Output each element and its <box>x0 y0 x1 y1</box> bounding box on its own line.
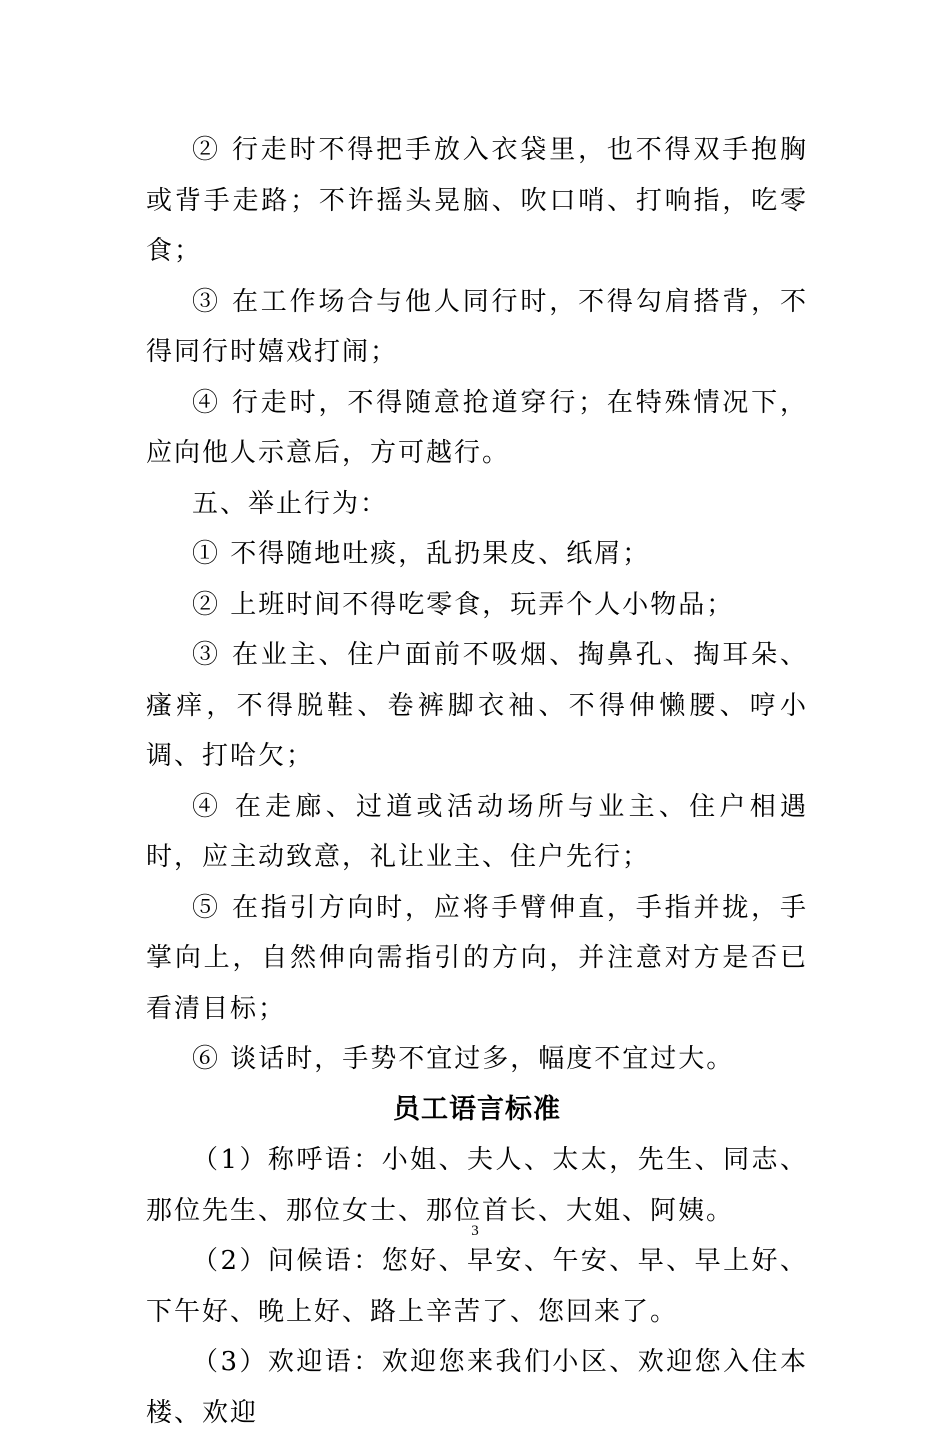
paragraph: （3）欢迎语：欢迎您来我们小区、欢迎您入住本楼、欢迎 <box>146 1347 808 1428</box>
paragraph: ④ 在走廊、过道或活动场所与业主、住户相遇时，应主动致意，礼让业主、住户先行； <box>146 791 808 872</box>
section-label: 五、举止行为： <box>192 488 389 519</box>
section-heading: 员工语言标准 <box>393 1093 561 1125</box>
paragraph: ② 行走时不得把手放入衣袋里，也不得双手抱胸或背手走路；不许摇头晃脑、吹口哨、打响指，吃零食； <box>146 135 808 266</box>
paragraph: ③ 在工作场合与他人同行时，不得勾肩搭背，不得同行时嬉戏打闹； <box>146 286 808 367</box>
paragraph: （2）问候语：您好、早安、午安、早、早上好、下午好、晚上好、路上辛苦了、您回来了。 <box>146 1246 808 1327</box>
paragraph: ⑤ 在指引方向时，应将手臂伸直，手指并拢，手掌向上，自然伸向需指引的方向，并注意对方是否已看清目标； <box>146 892 808 1024</box>
page-number: 3 <box>471 1223 479 1239</box>
paragraph: ③ 在业主、住户面前不吸烟、掏鼻孔、掏耳朵、瘙痒，不得脱鞋、卷裤脚衣袖、不得伸懒腰、哼小调、打哈欠； <box>146 640 808 771</box>
page-body <box>146 125 808 1438</box>
paragraph: （1）称呼语：小姐、夫人、太太，先生、同志、那位先生、那位女士、那位首长、大姐、阿姨。 <box>146 1145 808 1226</box>
paragraph: ⑥ 谈话时，手势不宜过多，幅度不宜过大。 <box>192 1044 735 1074</box>
paragraph: ② 上班时间不得吃零食，玩弄个人小物品； <box>192 589 735 620</box>
paragraph: ① 不得随地吐痰，乱扔果皮、纸屑； <box>192 539 651 569</box>
paragraph: ④ 行走时，不得随意抢道穿行；在特殊情况下，应向他人示意后，方可越行。 <box>146 387 808 468</box>
